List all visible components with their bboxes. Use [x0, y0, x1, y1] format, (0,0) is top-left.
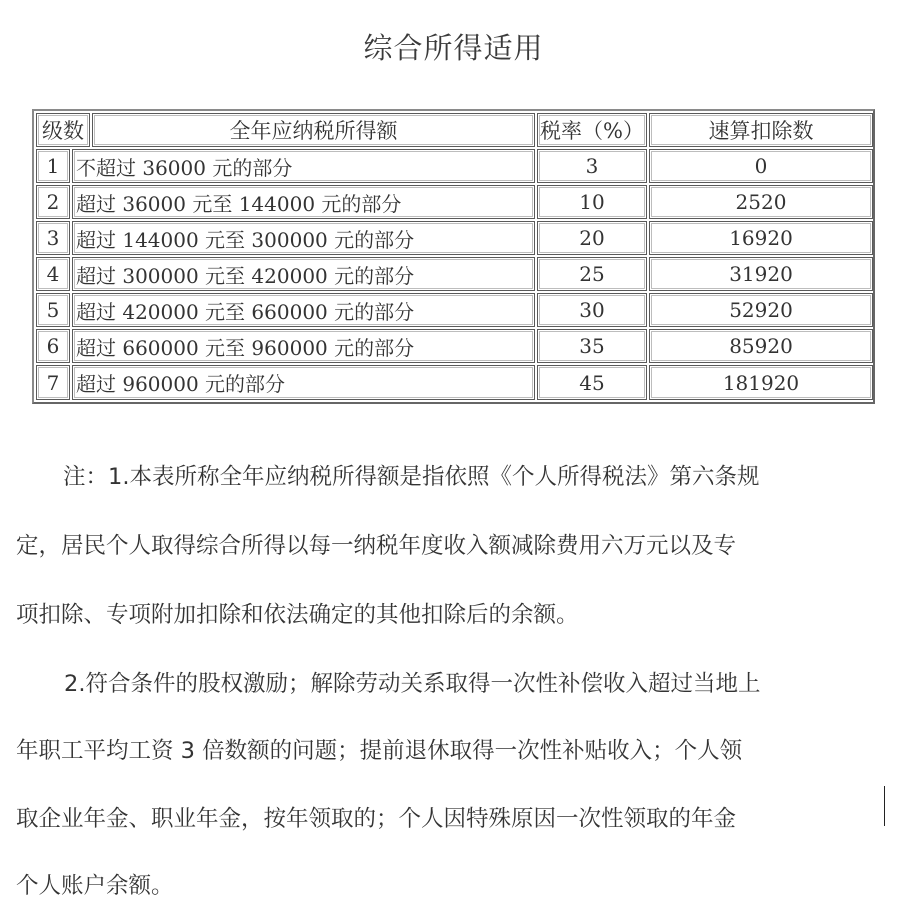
cell-deduction: 85920	[649, 329, 873, 363]
cell-income: 超过 660000 元至 960000 元的部分	[72, 329, 535, 363]
text-cursor	[884, 786, 885, 826]
cell-income: 超过 36000 元至 144000 元的部分	[72, 185, 535, 219]
cell-level: 7	[36, 365, 70, 400]
cell-deduction: 181920	[649, 365, 873, 400]
header-deduction: 速算扣除数	[649, 113, 873, 147]
note-line: 注：1.本表所称全年应纳税所得额是指依照《个人所得税法》第六条规	[63, 464, 760, 490]
header-rate: 税率（%）	[537, 113, 647, 147]
page-title: 综合所得适用	[363, 31, 544, 65]
header-level: 级数	[36, 113, 90, 147]
note-line: 年职工平均工资 3 倍数额的问题；提前退休取得一次性补贴收入；个人领	[16, 738, 743, 764]
cell-deduction: 31920	[649, 257, 873, 291]
header-income: 全年应纳税所得额	[92, 113, 535, 147]
cell-level: 2	[36, 185, 70, 219]
cell-income: 超过 960000 元的部分	[72, 365, 535, 400]
cell-deduction: 2520	[649, 185, 873, 219]
note-line: 取企业年金、职业年金，按年领取的；个人因特殊原因一次性领取的年金	[16, 806, 737, 832]
cell-level: 3	[36, 221, 70, 255]
cell-rate: 20	[537, 221, 647, 255]
tax-rate-table	[32, 109, 875, 404]
cell-rate: 25	[537, 257, 647, 291]
cell-level: 1	[36, 149, 70, 183]
cell-deduction: 52920	[649, 293, 873, 327]
cell-rate: 10	[537, 185, 647, 219]
note-line: 项扣除、专项附加扣除和依法确定的其他扣除后的余额。	[16, 602, 579, 628]
cell-level: 6	[36, 329, 70, 363]
cell-income: 超过 300000 元至 420000 元的部分	[72, 257, 535, 291]
note-line: 个人账户余额。	[16, 873, 174, 899]
cell-income: 超过 420000 元至 660000 元的部分	[72, 293, 535, 327]
note-line: 2.符合条件的股权激励；解除劳动关系取得一次性补偿收入超过当地上	[64, 671, 761, 697]
cell-deduction: 0	[649, 149, 873, 183]
cell-level: 5	[36, 293, 70, 327]
cell-income: 超过 144000 元至 300000 元的部分	[72, 221, 535, 255]
cell-rate: 30	[537, 293, 647, 327]
cell-rate: 45	[537, 365, 647, 400]
cell-rate: 3	[537, 149, 647, 183]
cell-deduction: 16920	[649, 221, 873, 255]
cell-level: 4	[36, 257, 70, 291]
note-line: 定，居民个人取得综合所得以每一纳税年度收入额减除费用六万元以及专	[16, 533, 737, 559]
cell-rate: 35	[537, 329, 647, 363]
cell-income: 不超过 36000 元的部分	[72, 149, 535, 183]
